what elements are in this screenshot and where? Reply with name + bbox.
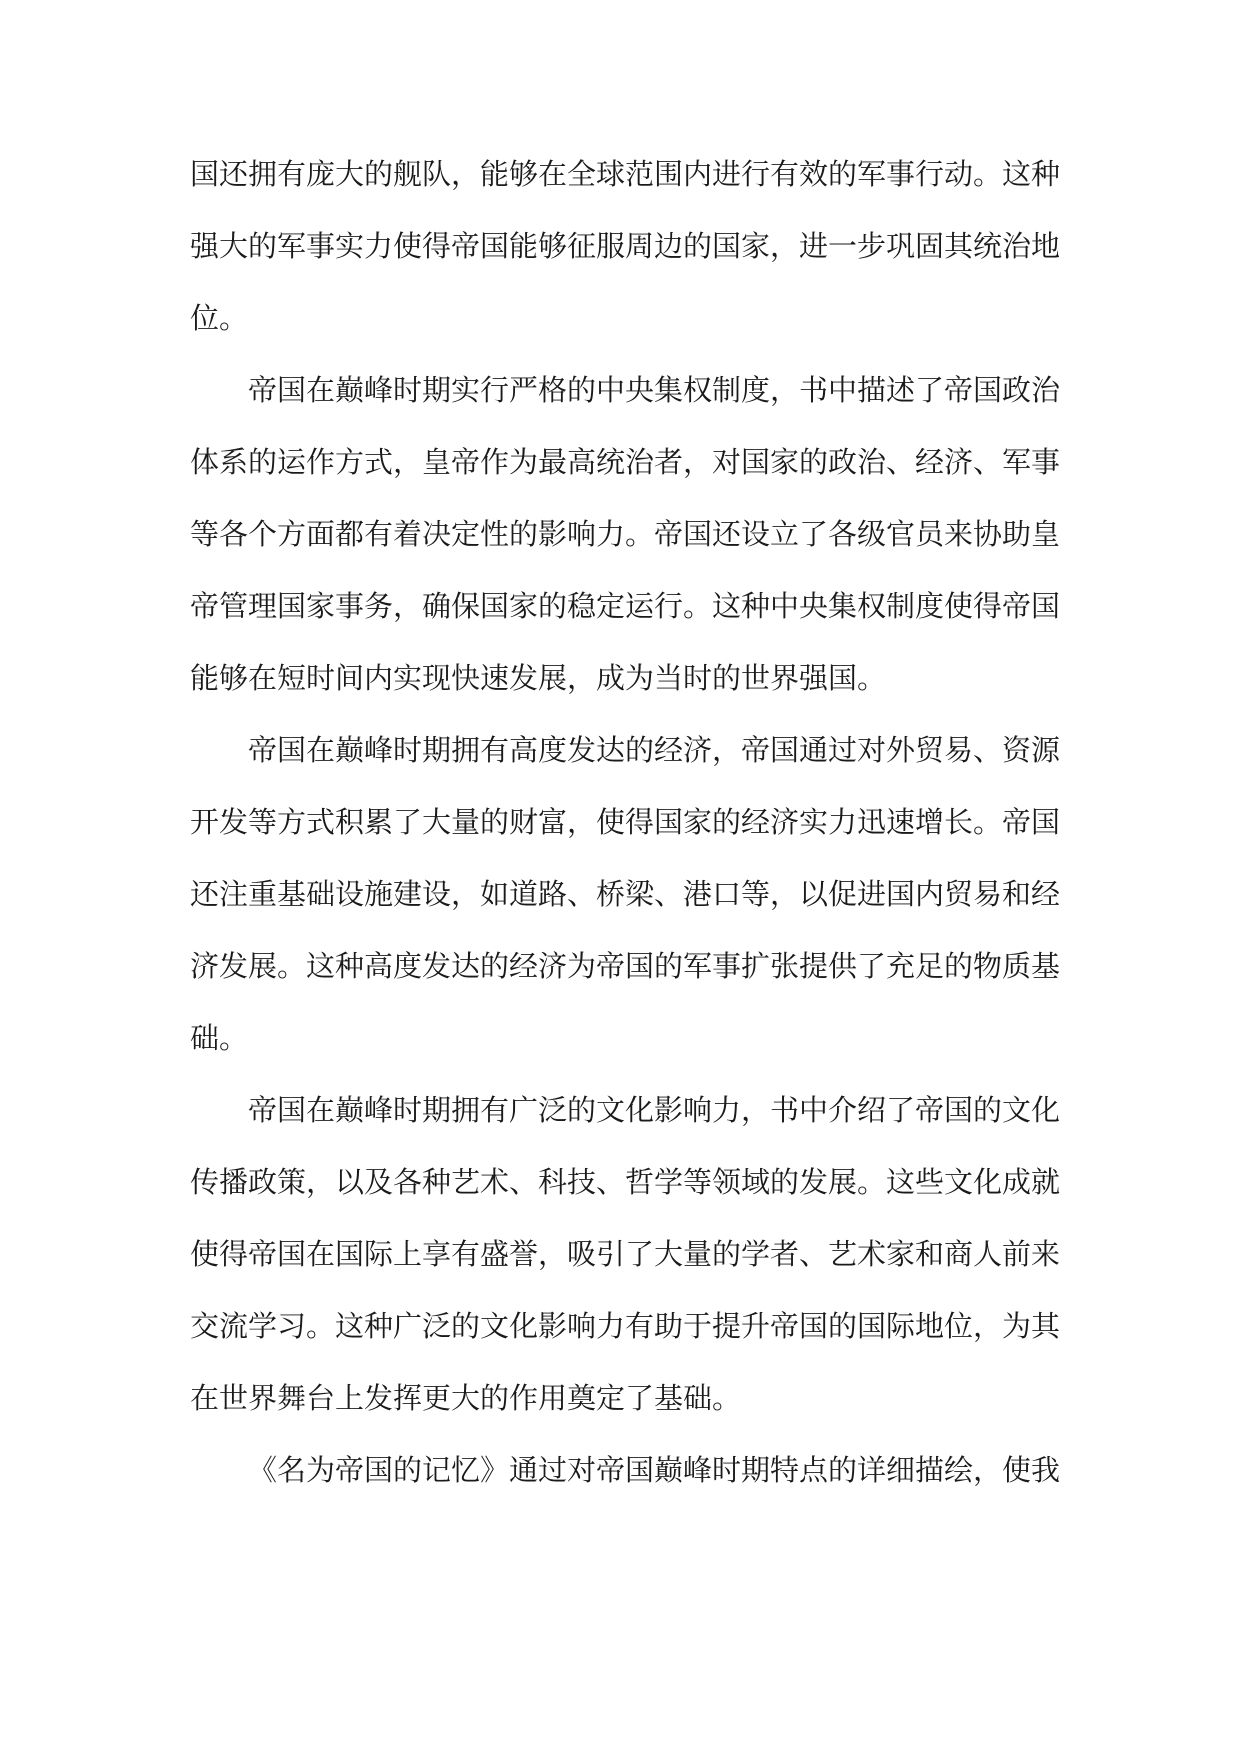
text-line: 础。 [190,1021,249,1055]
paragraph [190,1074,1060,1434]
text-line: 能够在短时间内实现快速发展，成为当时的世界强国。 [190,661,887,695]
text-line: 传播政策，以及各种艺术、科技、哲学等领域的发展。这些文化成就 [190,1165,1061,1199]
text-line: 体系的运作方式，皇帝作为最高统治者，对国家的政治、经济、军事 [190,445,1061,479]
paragraph [190,714,1060,1074]
text-line: 强大的军事实力使得帝国能够征服周边的国家，进一步巩固其统治地 [190,229,1061,263]
text-line: 开发等方式积累了大量的财富，使得国家的经济实力迅速增长。帝国 [190,805,1061,839]
text-line: 济发展。这种高度发达的经济为帝国的军事扩张提供了充足的物质基 [190,949,1061,983]
text-line: 还注重基础设施建设，如道路、桥梁、港口等，以促进国内贸易和经 [190,877,1061,911]
text-line: 位。 [190,301,249,335]
text-line: 在世界舞台上发挥更大的作用奠定了基础。 [190,1381,742,1415]
text-line: 使得帝国在国际上享有盛誉，吸引了大量的学者、艺术家和商人前来 [190,1237,1061,1271]
text-line: 交流学习。这种广泛的文化影响力有助于提升帝国的国际地位，为其 [190,1309,1061,1343]
text-line: 帝国在巅峰时期拥有广泛的文化影响力，书中介绍了帝国的文化 [248,1093,1061,1127]
body-text [190,138,1060,1506]
text-line: 帝国在巅峰时期实行严格的中央集权制度，书中描述了帝国政治 [248,373,1061,407]
text-line: 帝管理国家事务，确保国家的稳定运行。这种中央集权制度使得帝国 [190,589,1061,623]
text-line: 国还拥有庞大的舰队，能够在全球范围内进行有效的军事行动。这种 [190,157,1061,191]
paragraph [190,1434,1060,1506]
paragraph [190,138,1060,354]
text-line: 《名为帝国的记忆》通过对帝国巅峰时期特点的详细描绘，使我 [248,1453,1061,1487]
text-line: 帝国在巅峰时期拥有高度发达的经济，帝国通过对外贸易、资源 [248,733,1061,767]
text-line: 等各个方面都有着决定性的影响力。帝国还设立了各级官员来协助皇 [190,517,1061,551]
paragraph [190,354,1060,714]
